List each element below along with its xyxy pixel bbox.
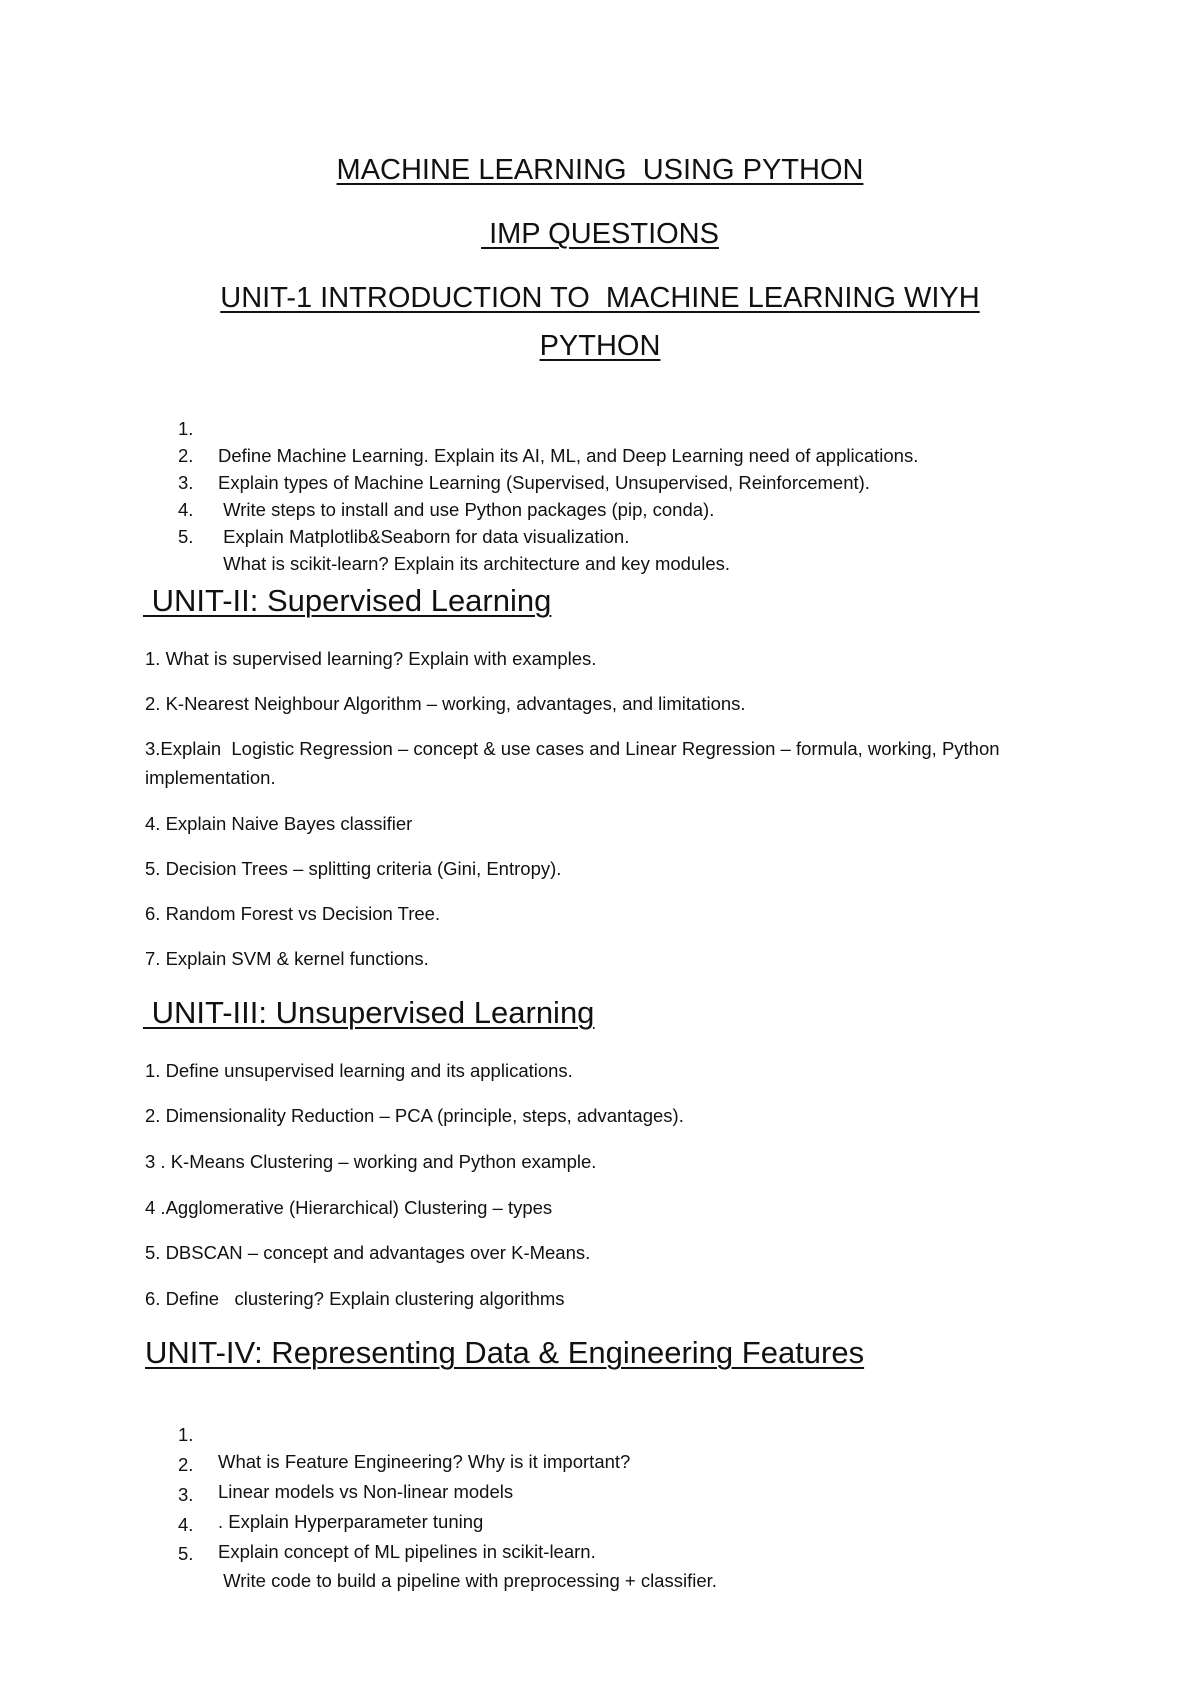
list-item: 3.Explain Logistic Regression – concept & use cases and Linear Regression – formula, working, Python implementation. — [145, 738, 1005, 788]
list-item-text: Write steps to install and use Python packages (pip, conda). — [218, 499, 715, 520]
list-item: 3 . K-Means Clustering – working and Python example. — [145, 1151, 597, 1172]
list-item: 7. Explain SVM & kernel functions. — [145, 948, 429, 969]
list-item-number: 5. — [178, 526, 194, 547]
list-item: 6. Random Forest vs Decision Tree. — [145, 903, 441, 924]
list-item-text: . Explain Hyperparameter tuning — [218, 1511, 484, 1532]
document-subtitle: IMP QUESTIONS — [481, 218, 719, 250]
list-item-number: 1. — [178, 1424, 194, 1445]
unit3-heading: UNIT-III: Unsupervised Learning — [143, 995, 595, 1030]
list-item-text: Explain Matplotlib&Seaborn for data visualization. — [218, 526, 630, 547]
unit1-heading-line1: UNIT-1 INTRODUCTION TO MACHINE LEARNING WIYH — [220, 282, 980, 314]
list-item: 4 .Agglomerative (Hierarchical) Clustering – types — [145, 1197, 553, 1218]
list-item-text: Explain concept of ML pipelines in scikit-learn. — [218, 1541, 596, 1562]
list-item: 2. K-Nearest Neighbour Algorithm – working, advantages, and limitations. — [145, 693, 746, 714]
list-item-number: 4. — [178, 1514, 194, 1535]
list-item: 2. Dimensionality Reduction – PCA (principle, steps, advantages). — [145, 1105, 684, 1126]
list-item-number: 2. — [178, 445, 194, 466]
list-item-text: What is Feature Engineering? Why is it important? — [218, 1451, 631, 1472]
list-item: 6. Define clustering? Explain clustering algorithms — [145, 1288, 565, 1309]
list-item: 4. Explain Naive Bayes classifier — [145, 813, 413, 834]
list-item-text: Linear models vs Non-linear models — [218, 1481, 514, 1502]
unit4-heading: UNIT-IV: Representing Data & Engineering Features — [145, 1335, 865, 1370]
list-item-text: Write code to build a pipeline with preprocessing + classifier. — [218, 1570, 717, 1591]
list-item-text: What is scikit-learn? Explain its architecture and key modules. — [218, 553, 731, 574]
list-item-number: 3. — [178, 1484, 194, 1505]
unit2-heading: UNIT-II: Supervised Learning — [143, 583, 552, 618]
list-item-number: 3. — [178, 472, 194, 493]
list-item-text: Explain types of Machine Learning (Supervised, Unsupervised, Reinforcement). — [218, 472, 870, 493]
list-item: 1. What is supervised learning? Explain with examples. — [145, 648, 597, 669]
list-item-number: 4. — [178, 499, 194, 520]
list-item-text: Define Machine Learning. Explain its AI, ML, and Deep Learning need of applications. — [218, 445, 919, 466]
list-item: 5. DBSCAN – concept and advantages over K-Means. — [145, 1242, 591, 1263]
list-item-number: 1. — [178, 418, 194, 439]
list-item-number: 5. — [178, 1543, 194, 1564]
list-item-number: 2. — [178, 1454, 194, 1475]
unit1-heading-line2: PYTHON — [539, 330, 661, 362]
document-title: MACHINE LEARNING USING PYTHON — [336, 154, 864, 186]
list-item: 1. Define unsupervised learning and its applications. — [145, 1060, 573, 1081]
list-item: 5. Decision Trees – splitting criteria (Gini, Entropy). — [145, 858, 562, 879]
